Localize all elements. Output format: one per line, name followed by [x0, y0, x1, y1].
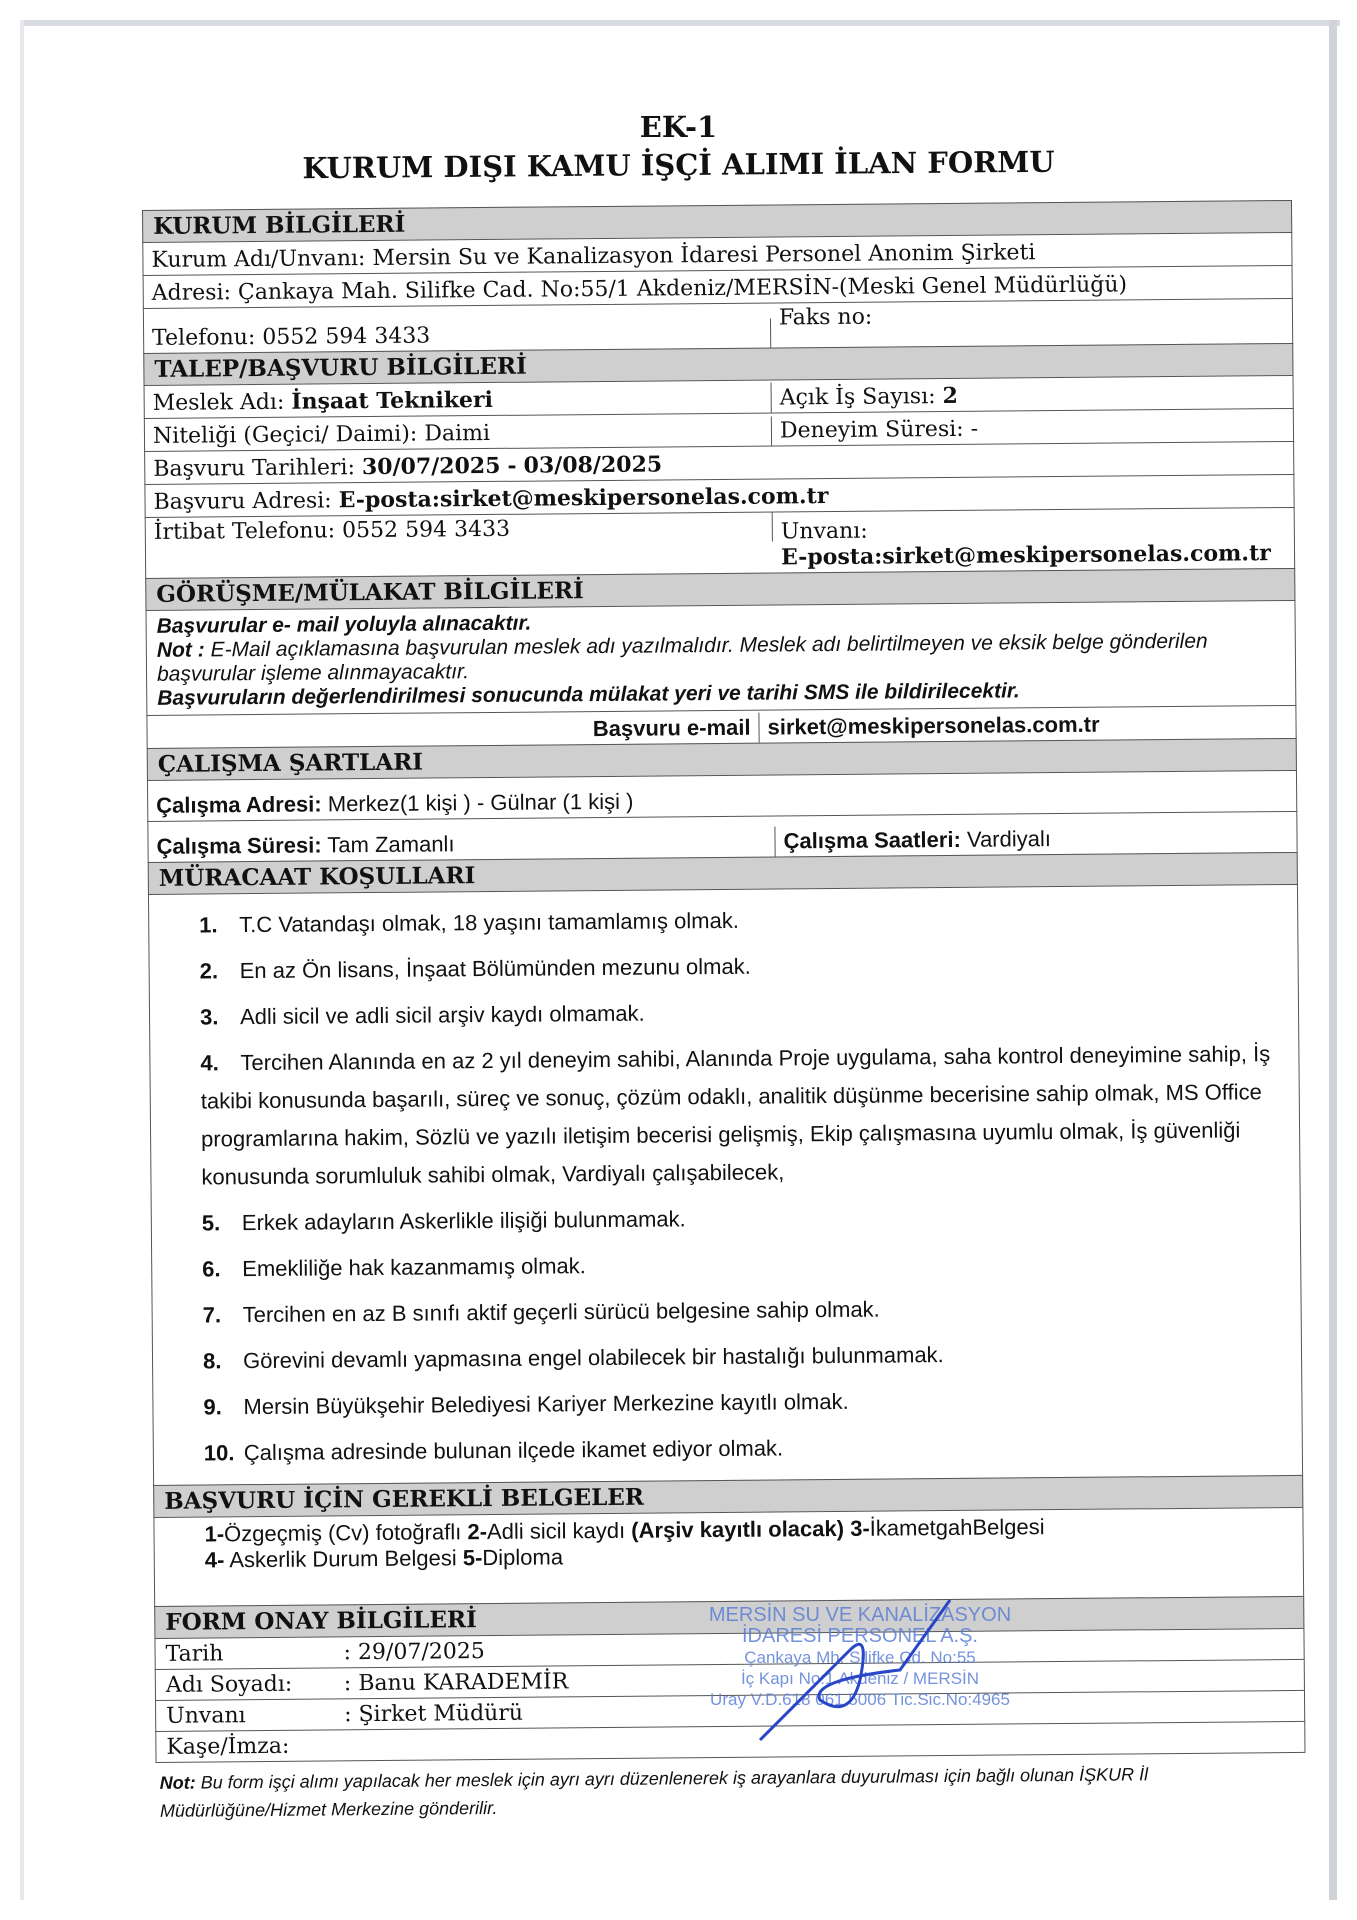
muracaat-item: 2. En az Ön lisans, İnşaat Bölümünden mezunu olmak. [199, 953, 751, 984]
stamp-line: Çankaya Mh. Silifke Cd. No:55 [744, 1648, 976, 1667]
footer-note: Not: Bu form işçi alımı yapılacak her meslek için ayrı ayrı düzenlenerek iş arayanlara duyurulması için bağlı olunan İŞKUR İl Müdürlüğüne/Hizmet Merkezine gönderilir. [159, 1764, 1149, 1821]
kurum-name: Kurum Adı/Unvanı: Mersin Su ve Kanalizasyon İdaresi Personel Anonim Şirketi [151, 240, 1036, 273]
gorusme-line1: Başvurular e- mail yoluyla alınacaktır. [156, 611, 532, 638]
stamp-line: İDARESİ PERSONEL A.Ş. [741, 1625, 978, 1647]
basvuru-email: sirket@meskipersonelas.com.tr [767, 711, 1100, 740]
belgeler-line1: 1-Özgeçmiş (Cv) fotoğraflı 2-Adli sicil kaydı (Arşiv kayıtlı olacak) 3-İkametgahBelgesi [204, 1514, 1045, 1547]
section-talep: TALEP/BAŞVURU BİLGİLERİ [143, 343, 1293, 385]
muracaat-item: 1. T.C Vatandaşı olmak, 18 yaşını tamamlamış olmak. [199, 907, 740, 938]
unvan: Unvanı: E-posta:sirket@meskipersonelas.com.tr [780, 518, 1271, 571]
calisma-saatleri: Çalışma Saatleri: Vardiyalı [783, 826, 1052, 854]
kurum-phone: Telefonu: 0552 594 3433 [144, 319, 771, 353]
section-kurum: KURUM BİLGİLERİ [142, 200, 1292, 242]
muracaat-item: 7. Tercihen en az B sınıfı aktif geçerli sürücü belgesine sahip olmak. [202, 1296, 880, 1328]
muracaat-item: 5. Erkek adayların Askerlikle ilişiği bulunmamak. [201, 1206, 686, 1236]
scan-edge [20, 20, 24, 1900]
deneyim: Deneyim Süresi: - [779, 416, 979, 444]
gorusme-line3: Başvuruların değerlendirilmesi sonucunda mülakat yeri ve tarihi SMS ile bildirilecektir. [157, 679, 1020, 710]
muracaat-list [199, 897, 1292, 1472]
onay-row: Kaşe/İmza: [155, 1721, 1305, 1762]
calisma-suresi: Çalışma Süresi: Tam Zamanlı [148, 826, 775, 861]
section-onay: FORM ONAY BİLGİLERİ [154, 1596, 1304, 1638]
stamp-line: MERSİN SU VE KANALİZASYON [708, 1604, 1012, 1626]
scan-edge [1329, 20, 1337, 1900]
belgeler-line2: 4- Askerlik Durum Belgesi 5-Diploma [204, 1544, 564, 1573]
basvuru-email-label: Başvuru e-mail [147, 713, 759, 748]
section-gorusme: GÖRÜŞME/MÜLAKAT BİLGİLERİ [145, 568, 1295, 610]
muracaat-item: 8. Görevini devamlı yapmasına engel olabilecek bir hastalığı bulunmamak. [202, 1342, 944, 1374]
muracaat-item: 3. Adli sicil ve adli sicil arşiv kaydı olmamak. [199, 1000, 645, 1030]
acik-is-sayisi: Açık İş Sayısı: 2 [779, 382, 959, 411]
basvuru-tarihleri: Başvuru Tarihleri: 30/07/2025 - 03/08/2025 [153, 451, 663, 482]
muracaat-item: 10. Çalışma adresinde bulunan ilçede ikamet ediyor olmak. [203, 1435, 784, 1466]
basvuru-adresi: Başvuru Adresi: E-posta:sirket@meskipersonelas.com.tr [153, 483, 829, 515]
gorusme-note: Not : E-Mail açıklamasına başvurulan meslek adı yazılmalıdır. Meslek adı belirtilmeyen ve eksik belge gönderilen başvurular işleme alınmayacaktır. [156, 629, 1208, 686]
stamp-line: İç Kapı No:1 Akdeniz / MERSİN [740, 1669, 980, 1688]
section-calisma: ÇALIŞMA ŞARTLARI [147, 738, 1297, 780]
page-title: KURUM DIŞI KAMU İŞÇİ ALIMI İLAN FORMU [302, 144, 1055, 186]
calisma-adresi: Çalışma Adresi: Merkez(1 kişi ) - Gülnar (1 kişi ) [156, 788, 634, 818]
meslek: Meslek Adı: İnşaat Teknikeri [145, 383, 772, 418]
onay-row: Adı Soyadı: : Banu KARADEMİR [155, 1659, 1305, 1700]
muracaat-item: 9. Mersin Büyükşehir Belediyesi Kariyer Merkezine kayıtlı olmak. [203, 1388, 849, 1420]
form-table [142, 200, 1306, 1831]
kurum-fax: Faks no: [778, 304, 873, 331]
kurum-address: Adresi: Çankaya Mah. Silifke Cad. No:55/1 Akdeniz/MERSİN-(Meski Genel Müdürlüğü) [151, 272, 1128, 306]
section-muracaat: MÜRACAAT KOŞULLARI [148, 852, 1298, 894]
onay-row: Tarih : 29/07/2025 [154, 1628, 1304, 1669]
scan-edge [20, 20, 1340, 26]
muracaat-item: 6. Emekliliğe hak kazanmamış olmak. [202, 1253, 586, 1282]
section-belgeler: BAŞVURU İÇİN GEREKLİ BELGELER [153, 1475, 1303, 1517]
stamp-line: Uray V.D.618 061 5006 Tic.Sic.No:4965 [710, 1690, 1010, 1709]
onay-row: Unvanı : Şirket Müdürü [155, 1690, 1305, 1731]
signature [700, 1590, 1000, 1750]
muracaat-item: 4. Tercihen Alanında en az 2 yıl deneyim sahibi, Alanında Proje uygulama, saha kontrol deneyimine sahip, İş takibi konusunda başarılı, süreç ve sonuç, çözüm odaklı, analitik düşünme becerisine sahip olmak, MS Office programlarına hakim, Sözlü ve yazılı iletişim becerisi gelişmiş, Ekip çalışmasına uyumlu olmak, İş güvenliği konusunda sorumluluk sahibi olmak, Vardiyalı çalışabilecek, [200, 1041, 1271, 1190]
nitelik: Niteliği (Geçici/ Daimi): Daimi [145, 417, 772, 451]
irtibat-telefonu: İrtibat Telefonu: 0552 594 3433 [146, 513, 773, 547]
form-code: EK-1 [639, 110, 718, 144]
